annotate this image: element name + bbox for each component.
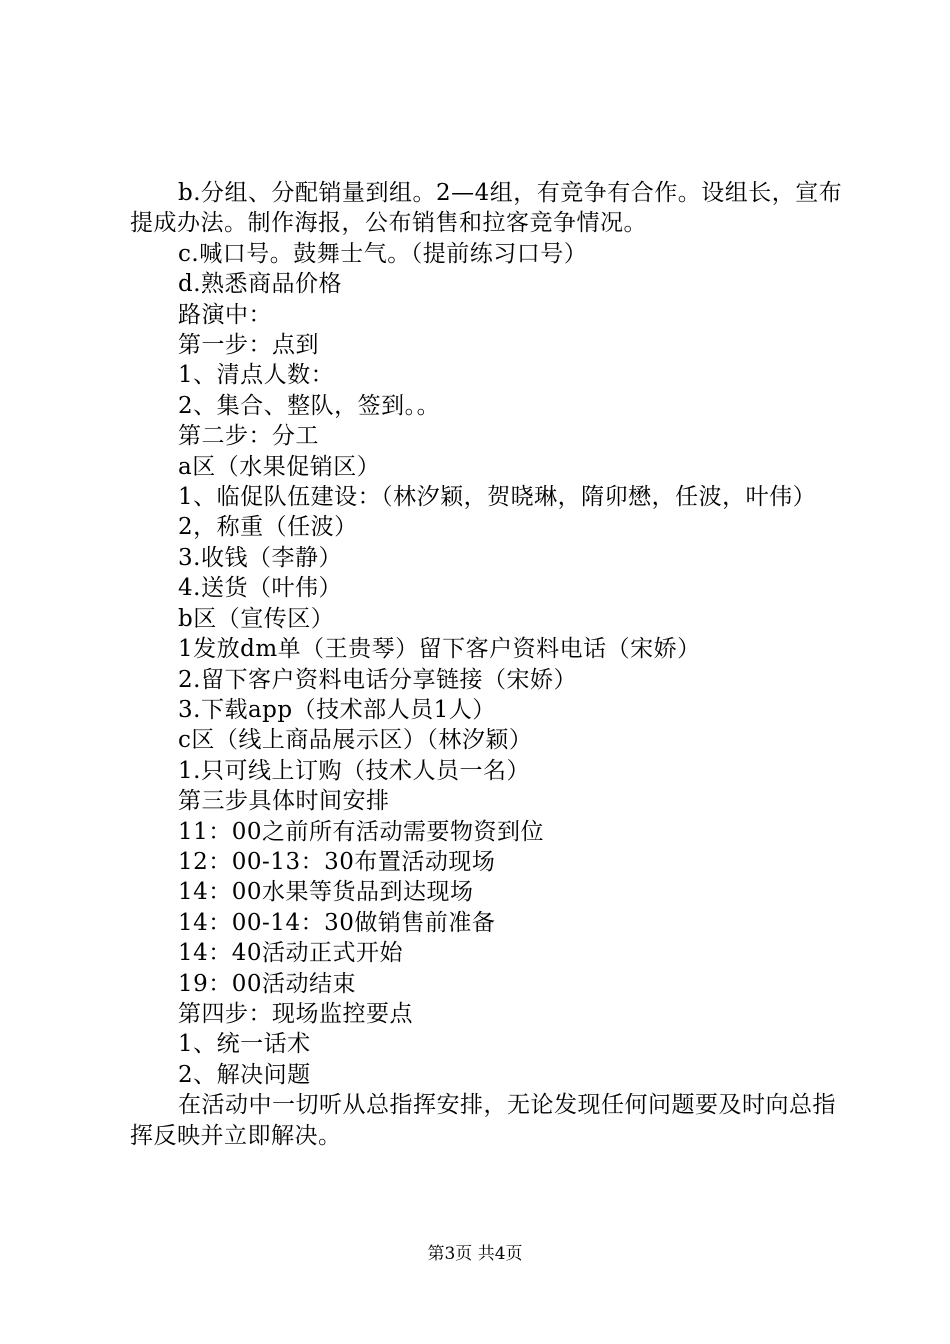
paragraph: 1发放dm单（王贵琴）留下客户资料电话（宋娇） bbox=[178, 636, 701, 663]
paragraph: 第二步：分工 bbox=[178, 423, 319, 450]
paragraph: 2、集合、整队，签到。。 bbox=[178, 392, 441, 419]
paragraph: 2、解决问题 bbox=[178, 1061, 311, 1088]
paragraph: 第一步：点到 bbox=[178, 332, 319, 359]
paragraph: 在活动中一切听从总指挥安排，无论发现任何问题要及时向总指挥反映并立即解决。 bbox=[130, 1092, 836, 1149]
paragraph: c区（线上商品展示区）（林汐颖） bbox=[178, 727, 533, 754]
paragraph: 14：00-14：30做销售前准备 bbox=[178, 909, 496, 936]
paragraph: b区（宣传区） bbox=[178, 605, 335, 632]
paragraph: 14：00水果等货品到达现场 bbox=[178, 879, 474, 906]
paragraph: 1、统一话术 bbox=[178, 1031, 311, 1058]
paragraph: c.喊口号。鼓舞士气。（提前练习口号） bbox=[178, 240, 588, 267]
paragraph: 3.下载app（技术部人员1人） bbox=[178, 696, 496, 723]
paragraph: 1、临促队伍建设：（林汐颖，贺晓琳，隋卯懋，任波，叶伟） bbox=[178, 484, 817, 511]
paragraph: 路演中： bbox=[178, 301, 272, 328]
paragraph: a区（水果促销区） bbox=[178, 453, 381, 480]
document-body bbox=[130, 178, 850, 1151]
paragraph: 1.只可线上订购（技术人员一名） bbox=[178, 757, 530, 784]
paragraph: 第四步：现场监控要点 bbox=[178, 1000, 413, 1027]
paragraph: 19：00活动结束 bbox=[178, 970, 357, 997]
paragraph: d.熟悉商品价格 bbox=[178, 271, 343, 298]
paragraph: 11：00之前所有活动需要物资到位 bbox=[178, 818, 545, 845]
paragraph: 2，称重（任波） bbox=[178, 514, 358, 541]
paragraph: 4.送货（叶伟） bbox=[178, 575, 342, 602]
paragraph: 2.留下客户资料电话分享链接（宋娇） bbox=[178, 666, 577, 693]
paragraph: 12：00-13：30布置活动现场 bbox=[178, 848, 496, 875]
paragraph: 14：40活动正式开始 bbox=[178, 940, 404, 967]
paragraph: b.分组、分配销量到组。2—4组，有竞争有合作。设组长，宣布提成办法。制作海报，公布销售和拉客竞争情况。 bbox=[130, 180, 843, 237]
paragraph: 1、清点人数： bbox=[178, 362, 335, 389]
paragraph: 第三步具体时间安排 bbox=[178, 788, 390, 815]
page-footer: 第3页 共4页 bbox=[427, 1244, 523, 1264]
paragraph: 3.收钱（李静） bbox=[178, 544, 342, 571]
